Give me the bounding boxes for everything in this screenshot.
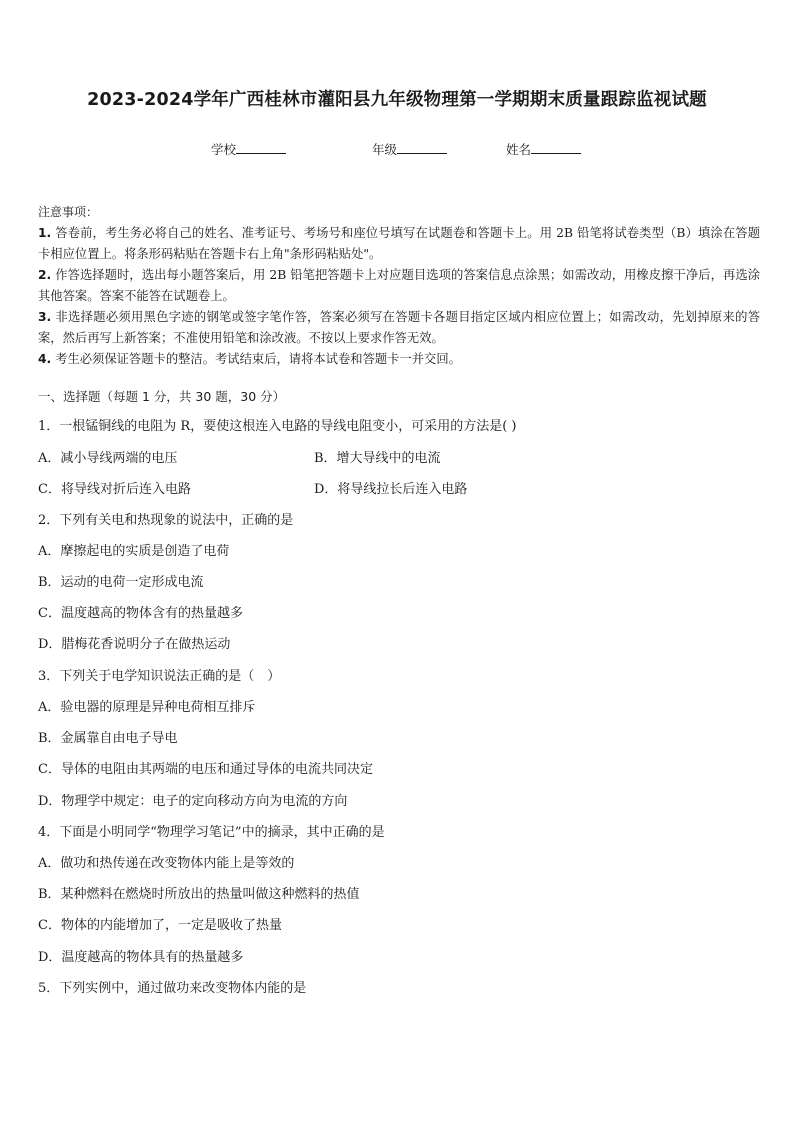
question-4-option-a: A．做功和热传递在改变物体内能上是等效的 xyxy=(38,856,295,871)
question-2-option-b: B．运动的电荷一定形成电流 xyxy=(38,575,204,590)
notice-item-text: 答卷前，考生务必将自己的姓名、准考证号、考场号和座位号填写在试题卷和答题卡上。用 2B 铅笔将试卷类型（B）填涂在答题卡相应位置上。将条形码粘贴在答题卡右上角"条形码粘贴处"。 xyxy=(38,226,760,261)
question-2-stem: 2．下列有关电和热现象的说法中，正确的是 xyxy=(38,513,294,528)
notice-item-3 xyxy=(38,307,760,349)
question-1-option-b: B．增大导线中的电流 xyxy=(314,451,441,466)
name-label: 姓名 xyxy=(506,142,532,157)
notice-item-4 xyxy=(38,349,760,370)
school-blank xyxy=(236,141,286,154)
notice-heading: 注意事项： xyxy=(38,205,99,219)
question-3-stem: 3．下列关于电学知识说法正确的是（ ） xyxy=(38,669,281,684)
question-1-option-a: A．减小导线两端的电压 xyxy=(38,451,178,466)
school-field xyxy=(211,140,286,158)
notice-item-number: 3. xyxy=(38,310,52,324)
notice-item-text: 作答选择题时，选出每小题答案后，用 2B 铅笔把答题卡上对应题目选项的答案信息点涂黑；如需改动，用橡皮擦干净后，再选涂其他答案。答案不能答在试题卷上。 xyxy=(38,268,760,303)
question-5-stem: 5．下列实例中，通过做功来改变物体内能的是 xyxy=(38,981,307,996)
name-blank xyxy=(531,141,581,154)
student-info-row xyxy=(0,140,794,160)
notice-item-text: 非选择题必须用黑色字迹的钢笔或签字笔作答，答案必须写在答题卡各题目指定区域内相应位置上；如需改动，先划掉原来的答案，然后再写上新答案；不准使用铅笔和涂改液。不按以上要求作答无效。 xyxy=(38,310,760,345)
section-heading: 一、选择题（每题 1 分，共 30 题，30 分） xyxy=(38,389,286,404)
notice-item-number: 4. xyxy=(38,352,52,366)
question-3-option-d: D．物理学中规定：电子的定向移动方向为电流的方向 xyxy=(38,794,348,809)
name-field xyxy=(506,140,581,158)
question-4-option-d: D．温度越高的物体具有的热量越多 xyxy=(38,950,244,965)
notice-item-2 xyxy=(38,265,760,307)
question-2-option-d: D．腊梅花香说明分子在做热运动 xyxy=(38,637,231,652)
question-2-option-a: A．摩擦起电的实质是创造了电荷 xyxy=(38,544,230,559)
notice-item-number: 1. xyxy=(38,226,52,240)
question-4-stem: 4．下面是小明同学“物理学习笔记”中的摘录，其中正确的是 xyxy=(38,825,385,840)
notice-item-text: 考生必须保证答题卡的整洁。考试结束后，请将本试卷和答题卡一并交回。 xyxy=(51,352,461,366)
grade-field xyxy=(372,140,447,158)
question-3-option-b: B．金属靠自由电子导电 xyxy=(38,731,178,746)
question-1-option-d: D．将导线拉长后连入电路 xyxy=(314,482,468,497)
question-1-option-c: C．将导线对折后连入电路 xyxy=(38,482,191,497)
exam-title: 2023-2024学年广西桂林市灌阳县九年级物理第一学期期末质量跟踪监视试题 xyxy=(87,90,707,110)
question-4-option-c: C．物体的内能增加了，一定是吸收了热量 xyxy=(38,918,282,933)
grade-label: 年级 xyxy=(372,142,398,157)
notice-item-1 xyxy=(38,223,760,265)
question-4-option-b: B．某种燃料在燃烧时所放出的热量叫做这种燃料的热值 xyxy=(38,887,360,902)
notice-item-number: 2. xyxy=(38,268,52,282)
question-2-option-c: C．温度越高的物体含有的热量越多 xyxy=(38,606,243,621)
notice-block xyxy=(38,200,760,370)
question-3-option-a: A．验电器的原理是异种电荷相互排斥 xyxy=(38,700,256,715)
school-label: 学校 xyxy=(211,142,237,157)
grade-blank xyxy=(397,141,447,154)
question-3-option-c: C．导体的电阻由其两端的电压和通过导体的电流共同决定 xyxy=(38,762,373,777)
question-1-stem: 1．一根锰铜线的电阻为 R，要使这根连入电路的导线电阻变小，可采用的方法是( ) xyxy=(38,419,517,434)
